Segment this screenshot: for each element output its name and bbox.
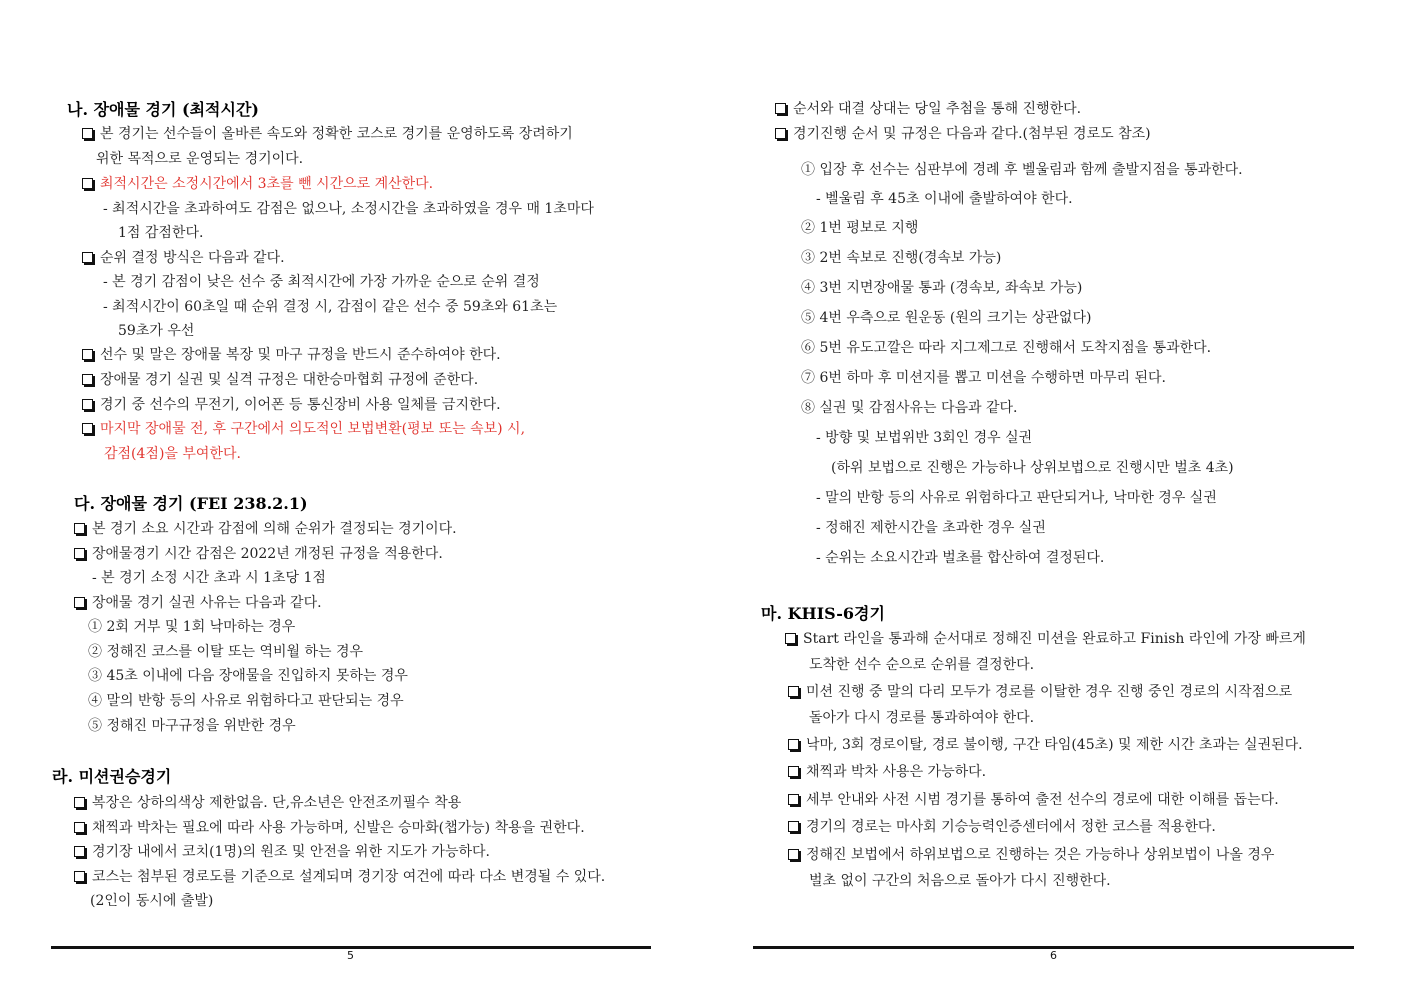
- bullet-continuation: (2인이 동시에 출발): [90, 893, 214, 909]
- checkbox-icon: [74, 523, 85, 534]
- numbered-item: ① 2회 거부 및 1회 낙마하는 경우: [88, 619, 296, 635]
- bullet-item: 코스는 첨부된 경로도를 기준으로 설계되며 경기장 여건에 따라 다소 변경될 수 있다.: [74, 868, 605, 886]
- sub-item-continuation: 59초가 우선: [118, 323, 195, 339]
- sub-item: - 정해진 제한시간을 초과한 경우 실권: [816, 520, 1046, 536]
- checkbox-icon: [788, 686, 799, 697]
- bullet-item: 순서와 대결 상대는 당일 추첨을 통해 진행한다.: [775, 100, 1081, 118]
- numbered-item: ③ 45초 이내에 다음 장애물을 진입하지 못하는 경우: [88, 668, 408, 684]
- sub-item: - 벨울림 후 45초 이내에 출발하여야 한다.: [816, 191, 1073, 207]
- sub-item: - 본 경기 감점이 낮은 선수 중 최적시간에 가장 가까운 순으로 순위 결정: [103, 274, 540, 290]
- checkbox-icon: [775, 128, 786, 139]
- bullet-item-highlight: 마지막 장애물 전, 후 구간에서 의도적인 보법변환(평보 또는 속보) 시,: [82, 420, 525, 438]
- page-number: 5: [347, 949, 354, 962]
- section-title-ma: 마. KHIS-6경기: [761, 604, 885, 623]
- bullet-item-highlight: 최적시간은 소정시간에서 3초를 뺀 시간으로 계산한다.: [82, 175, 433, 193]
- checkbox-icon: [788, 739, 799, 750]
- bullet-item: 미션 진행 중 말의 다리 모두가 경로를 이탈한 경우 진행 중인 경로의 시작점으로: [788, 683, 1292, 701]
- page-number: 6: [1050, 949, 1057, 962]
- numbered-item: ⑧ 실권 및 감점사유는 다음과 같다.: [801, 400, 1018, 416]
- checkbox-icon: [74, 846, 85, 857]
- bullet-item: 채찍과 박차 사용은 가능하다.: [788, 763, 986, 781]
- bullet-item: 경기의 경로는 마사회 기승능력인증센터에서 정한 코스를 적용한다.: [788, 818, 1216, 836]
- numbered-item: ③ 2번 속보로 진행(경속보 가능): [801, 250, 1002, 266]
- checkbox-icon: [74, 871, 85, 882]
- checkbox-icon: [74, 822, 85, 833]
- bullet-item: 낙마, 3회 경로이탈, 경로 불이행, 구간 타임(45초) 및 제한 시간 초과는 실권된다.: [788, 736, 1303, 754]
- bullet-item: 경기 중 선수의 무전기, 이어폰 등 통신장비 사용 일체를 금지한다.: [82, 396, 501, 414]
- bullet-continuation: 감점(4점)을 부여한다.: [104, 446, 241, 462]
- checkbox-icon: [775, 103, 786, 114]
- numbered-item: ① 입장 후 선수는 심판부에 경례 후 벨울림과 함께 출발지점을 통과한다.: [801, 162, 1243, 178]
- sub-item: - 말의 반항 등의 사유로 위험하다고 판단되거나, 낙마한 경우 실권: [816, 490, 1217, 506]
- bullet-item: 정해진 보법에서 하위보법으로 진행하는 것은 가능하나 상위보법이 나올 경우: [788, 846, 1274, 864]
- checkbox-icon: [788, 849, 799, 860]
- checkbox-icon: [82, 252, 93, 263]
- checkbox-icon: [82, 399, 93, 410]
- checkbox-icon: [788, 766, 799, 777]
- bullet-item: 순위 결정 방식은 다음과 같다.: [82, 249, 285, 267]
- bullet-item: 본 경기 소요 시간과 감점에 의해 순위가 결정되는 경기이다.: [74, 520, 457, 538]
- sub-item: - 순위는 소요시간과 벌초를 합산하여 결정된다.: [816, 550, 1105, 566]
- numbered-item: ⑥ 5번 유도고깔은 따라 지그제그로 진행해서 도착지점을 통과한다.: [801, 340, 1212, 356]
- bullet-item: 장애물경기 시간 감점은 2022년 개정된 규정을 적용한다.: [74, 545, 443, 563]
- sub-item: - 최적시간이 60초일 때 순위 결정 시, 감점이 같은 선수 중 59초와 61초는: [103, 299, 558, 315]
- sub-item-continuation: 1점 감점한다.: [118, 225, 204, 241]
- checkbox-icon: [82, 423, 93, 434]
- sub-item: - 최적시간을 초과하여도 감점은 없으나, 소정시간을 초과하였을 경우 매 1초마다: [103, 201, 594, 217]
- checkbox-icon: [82, 178, 93, 189]
- bullet-item: 세부 안내와 사전 시범 경기를 통하여 출전 선수의 경로에 대한 이해를 돕는다.: [788, 791, 1279, 809]
- checkbox-icon: [82, 374, 93, 385]
- numbered-item: ⑦ 6번 하마 후 미션지를 뽑고 미션을 수행하면 마무리 된다.: [801, 370, 1166, 386]
- bullet-item: 본 경기는 선수들이 올바른 속도와 정확한 코스로 경기를 운영하도록 장려하기: [82, 125, 573, 143]
- bullet-item: 선수 및 말은 장애물 복장 및 마구 규정을 반드시 준수하여야 한다.: [82, 346, 501, 364]
- bullet-item: 장애물 경기 실권 및 실격 규정은 대한승마협회 규정에 준한다.: [82, 371, 478, 389]
- sub-item: - 본 경기 소정 시간 초과 시 1초당 1점: [92, 570, 326, 586]
- bullet-item: 경기진행 순서 및 규정은 다음과 같다.(첨부된 경로도 참조): [775, 125, 1151, 143]
- bullet-item: 복장은 상하의색상 제한없음. 단,유소년은 안전조끼필수 착용: [74, 794, 461, 812]
- sub-item: - 방향 및 보법위반 3회인 경우 실권: [816, 430, 1033, 446]
- bullet-item: Start 라인을 통과해 순서대로 정해진 미션을 완료하고 Finish 라인에 가장 빠르게: [785, 630, 1306, 648]
- bullet-item: 채찍과 박차는 필요에 따라 사용 가능하며, 신발은 승마화(챕가능) 착용을 권한다.: [74, 819, 585, 837]
- numbered-item: ④ 3번 지면장애물 통과 (경속보, 좌속보 가능): [801, 280, 1083, 296]
- numbered-item: ⑤ 4번 우측으로 원운동 (원의 크기는 상관없다): [801, 310, 1092, 326]
- bullet-item: 경기장 내에서 코치(1명)의 원조 및 안전을 위한 지도가 가능하다.: [74, 843, 490, 861]
- bullet-item: 장애물 경기 실권 사유는 다음과 같다.: [74, 594, 322, 612]
- section-title-da: 다. 장애물 경기 (FEI 238.2.1): [74, 494, 308, 513]
- section-title-na: 나. 장애물 경기 (최적시간): [67, 100, 259, 119]
- sub-item-continuation: (하위 보법으로 진행은 가능하나 상위보법으로 진행시만 벌초 4초): [831, 460, 1234, 476]
- section-title-ra: 라. 미션권승경기: [52, 767, 172, 786]
- checkbox-icon: [74, 548, 85, 559]
- numbered-item: ④ 말의 반항 등의 사유로 위험하다고 판단되는 경우: [88, 693, 404, 709]
- bullet-continuation: 벌초 없이 구간의 처음으로 돌아가 다시 진행한다.: [809, 873, 1111, 889]
- bullet-continuation: 도착한 선수 순으로 순위를 결정한다.: [809, 657, 1035, 673]
- checkbox-icon: [82, 349, 93, 360]
- bullet-continuation: 돌아가 다시 경로를 통과하여야 한다.: [809, 710, 1035, 726]
- numbered-item: ⑤ 정해진 마구규정을 위반한 경우: [88, 718, 296, 734]
- checkbox-icon: [788, 821, 799, 832]
- numbered-item: ② 정해진 코스를 이탈 또는 역비월 하는 경우: [88, 644, 364, 660]
- checkbox-icon: [785, 633, 796, 644]
- numbered-item: ② 1번 평보로 지행: [801, 220, 919, 236]
- checkbox-icon: [74, 797, 85, 808]
- checkbox-icon: [82, 128, 93, 139]
- checkbox-icon: [788, 794, 799, 805]
- checkbox-icon: [74, 597, 85, 608]
- bullet-continuation: 위한 목적으로 운영되는 경기이다.: [96, 151, 304, 167]
